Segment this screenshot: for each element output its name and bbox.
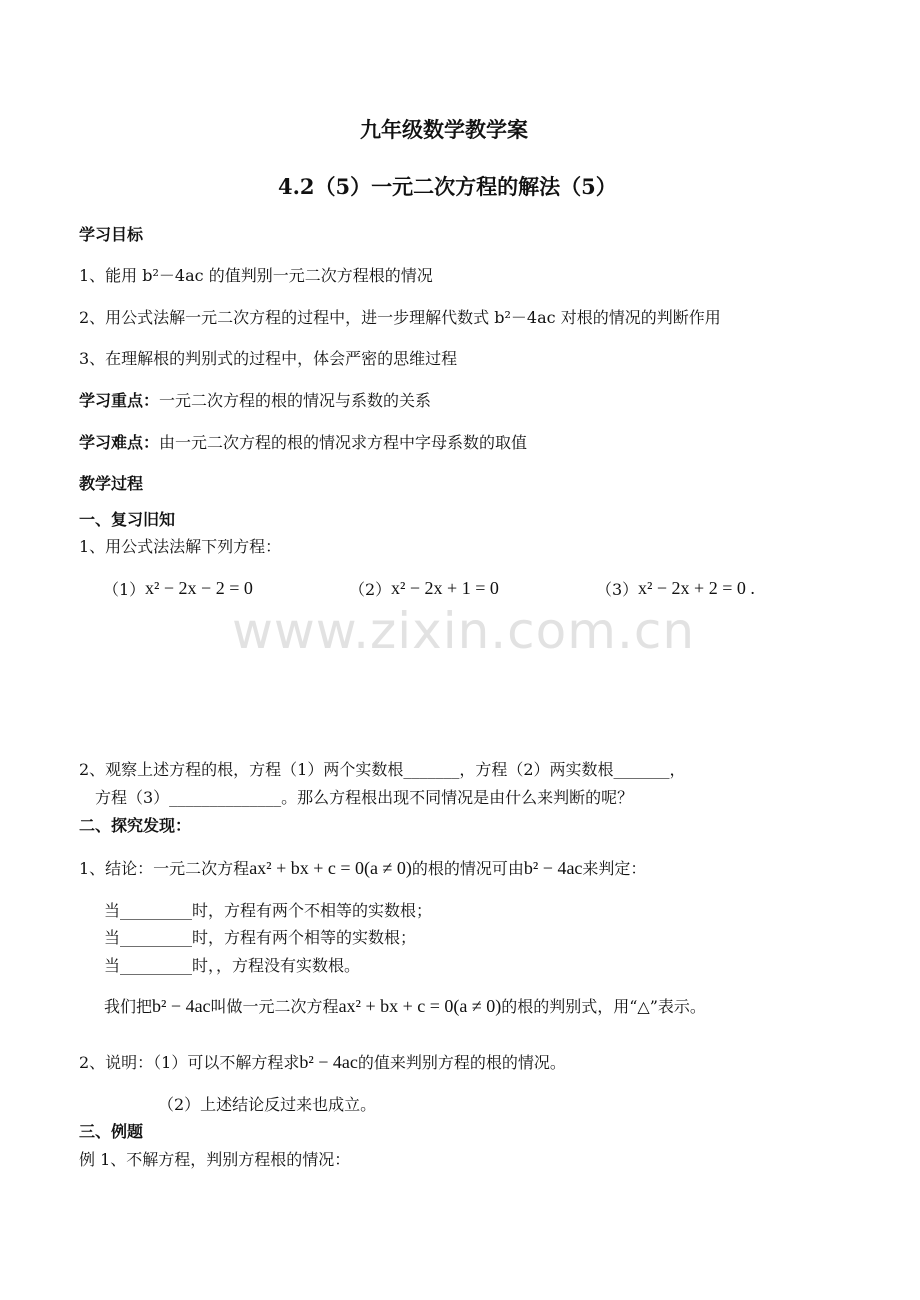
explanation-suffix: 的值来判别方程的根的情况。 bbox=[357, 1053, 566, 1072]
definition-suffix: 的根的判别式，用“△”表示。 bbox=[501, 997, 706, 1016]
lesson-subtitle: 4.2（5）一元二次方程的解法（5） bbox=[278, 174, 617, 199]
conclusion-prefix: 1、结论：一元二次方程 bbox=[79, 859, 250, 878]
case-1: 当_________时，方程有两个不相等的实数根； bbox=[104, 901, 433, 920]
explanation-expression: b² − 4ac bbox=[299, 1052, 358, 1072]
goal-2: 2、用公式法解一元二次方程的过程中，进一步理解代数式 b²－4ac 对根的情况的判断作用 bbox=[79, 308, 721, 327]
conclusion-suffix: 来判定： bbox=[582, 859, 647, 878]
case-2: 当_________时，方程有两个相等的实数根； bbox=[104, 928, 417, 947]
equation-1: x² − 2x − 2 = 0 bbox=[145, 578, 253, 598]
equation-3: x² − 2x + 2 = 0 . bbox=[638, 578, 755, 598]
section-3-heading: 三、例题 bbox=[79, 1122, 144, 1141]
key-point-label: 学习重点： bbox=[79, 391, 160, 410]
goal-1: 1、能用 b²－4ac 的值判别一元二次方程根的情况 bbox=[79, 266, 433, 285]
process-heading: 教学过程 bbox=[79, 474, 144, 493]
observe-line-1: 2、观察上述方程的根，方程（1）两个实数根_______，方程（2）两实数根_______， bbox=[79, 760, 686, 779]
equation-2-label: （2） bbox=[349, 580, 392, 599]
conclusion-expression: b² − 4ac bbox=[523, 858, 583, 878]
definition-mid: 叫做一元二次方程 bbox=[210, 997, 339, 1016]
key-point bbox=[79, 391, 431, 411]
observe-line-2: 方程（3）______________。那么方程根出现不同情况是由什么来判断的呢？ bbox=[95, 788, 634, 807]
watermark: www.zixin.com.cn bbox=[232, 602, 696, 660]
section-1-heading: 一、复习旧知 bbox=[79, 510, 176, 529]
explanation-2: （2）上述结论反过来也成立。 bbox=[158, 1095, 377, 1114]
equation-1-label: （1） bbox=[103, 580, 146, 599]
conclusion-equation: ax² + bx + c = 0(a ≠ 0) bbox=[249, 858, 412, 878]
definition-prefix: 我们把 bbox=[104, 997, 153, 1016]
difficulty bbox=[79, 433, 527, 453]
document-title: 九年级数学教学案 bbox=[360, 117, 528, 142]
section-2-heading: 二、探究发现： bbox=[79, 816, 192, 835]
goal-3: 3、在理解根的判别式的过程中，体会严密的思维过程 bbox=[79, 349, 458, 368]
definition bbox=[104, 996, 706, 1017]
explanation-1 bbox=[79, 1052, 566, 1073]
key-point-text: 一元二次方程的根的情况与系数的关系 bbox=[159, 391, 432, 410]
definition-expression: b² − 4ac bbox=[152, 996, 211, 1016]
equation-3-label: （3） bbox=[596, 580, 639, 599]
explanation-prefix: 2、说明：（1）可以不解方程求 bbox=[79, 1053, 300, 1072]
equation-2: x² − 2x + 1 = 0 bbox=[391, 578, 499, 598]
section-1-item-1: 1、用公式法法解下列方程： bbox=[79, 537, 282, 556]
conclusion-mid: 的根的情况可由 bbox=[411, 859, 524, 878]
example-1: 例 1、不解方程，判别方程根的情况： bbox=[79, 1150, 351, 1169]
goals-heading: 学习目标 bbox=[79, 225, 144, 244]
case-3: 当_________时，，方程没有实数根。 bbox=[104, 956, 361, 975]
conclusion bbox=[79, 858, 646, 879]
definition-equation: ax² + bx + c = 0(a ≠ 0) bbox=[338, 996, 502, 1016]
difficulty-text: 由一元二次方程的根的情况求方程中字母系数的取值 bbox=[159, 433, 528, 452]
difficulty-label: 学习难点： bbox=[79, 433, 160, 452]
